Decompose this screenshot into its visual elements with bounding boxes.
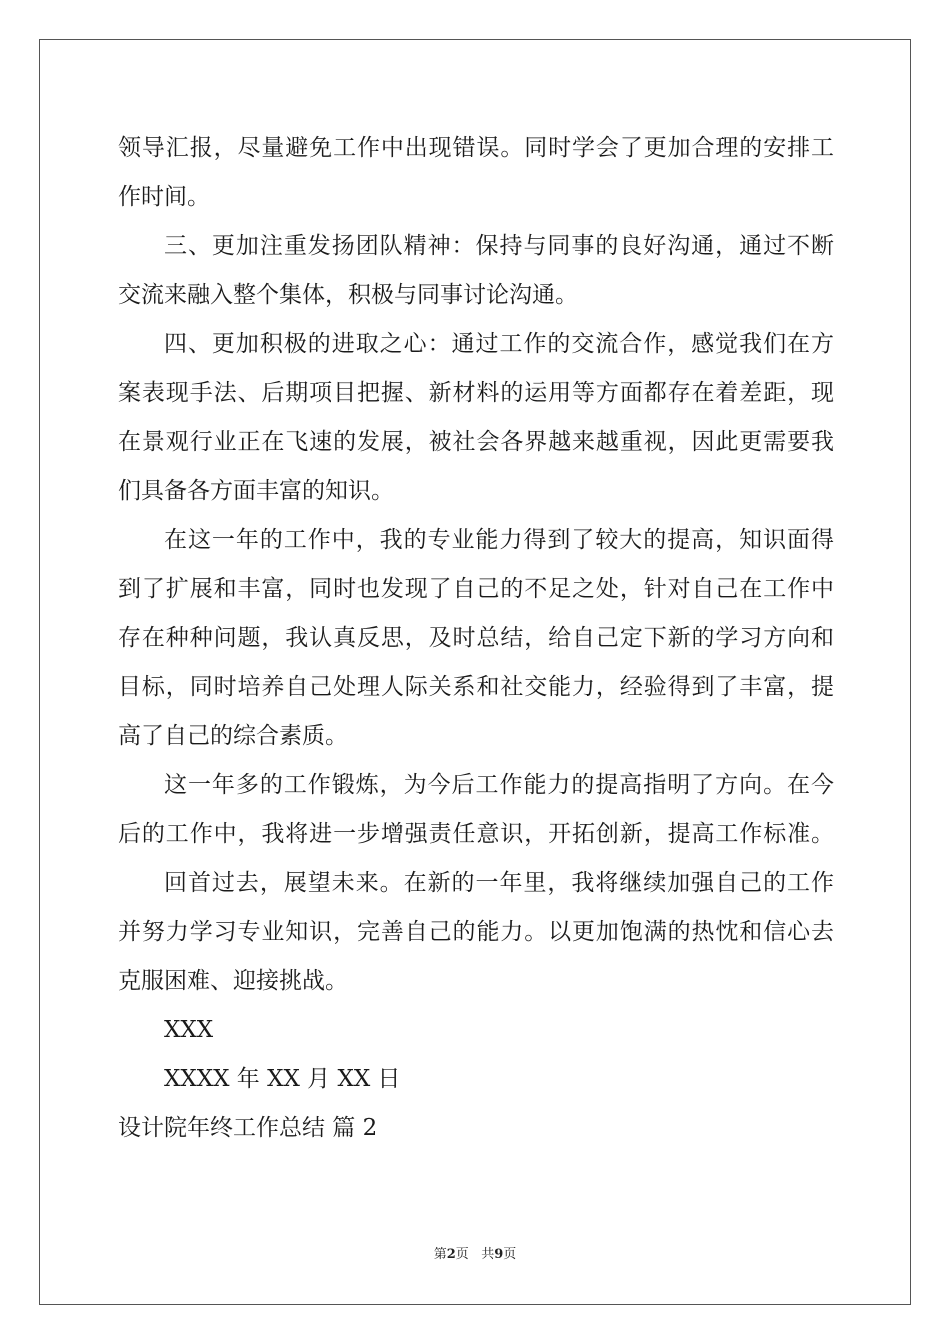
signature-date: XXXX 年 XX 月 XX 日 — [164, 1066, 401, 1092]
text-line: 在景观行业正在飞速的发展，被社会各界越来越重视，因此更需要我 — [118, 429, 834, 455]
page-footer — [0, 1243, 950, 1262]
document-body — [118, 124, 834, 1153]
paragraph-start-line: 这一年多的工作锻炼，为今后工作能力的提高指明了方向。在今 — [164, 772, 834, 798]
text-line: 目标，同时培养自己处理人际关系和社交能力，经验得到了丰富，提 — [118, 674, 834, 700]
paragraph-start-line: 四、更加积极的进取之心：通过工作的交流合作，感觉我们在方 — [164, 331, 834, 357]
footer-page-suffix: 页 — [455, 1247, 469, 1262]
text-line: 到了扩展和丰富，同时也发现了自己的不足之处，针对自己在工作中 — [118, 576, 834, 602]
text-line: 作时间。 — [118, 184, 210, 210]
paragraph-start-line: 在这一年的工作中，我的专业能力得到了较大的提高，知识面得 — [164, 527, 834, 553]
signature-name: XXX — [164, 1017, 214, 1043]
text-line: 案表现手法、后期项目把握、新材料的运用等方面都存在着差距，现 — [118, 380, 834, 406]
footer-total-pages: 9 — [494, 1247, 504, 1262]
text-line: 存在种种问题，我认真反思，及时总结，给自己定下新的学习方向和 — [118, 625, 834, 651]
footer-page-number: 2 — [446, 1247, 456, 1262]
text-line: 并努力学习专业知识，完善自己的能力。以更加饱满的热忱和信心去 — [118, 919, 834, 945]
paragraph-start-line: 回首过去，展望未来。在新的一年里，我将继续加强自己的工作 — [164, 870, 834, 896]
text-line: 交流来融入整个集体，积极与同事讨论沟通。 — [118, 282, 578, 308]
footer-total-suffix: 页 — [503, 1247, 517, 1262]
text-line: 高了自己的综合素质。 — [118, 723, 348, 749]
footer-total-prefix: 共 — [481, 1247, 495, 1262]
text-line: 克服困难、迎接挑战。 — [118, 968, 348, 994]
section-heading: 设计院年终工作总结 篇 2 — [118, 1115, 378, 1141]
paragraph-start-line: 三、更加注重发扬团队精神：保持与同事的良好沟通，通过不断 — [164, 233, 834, 259]
text-line: 们具备各方面丰富的知识。 — [118, 478, 394, 504]
text-line: 领导汇报，尽量避免工作中出现错误。同时学会了更加合理的安排工 — [118, 135, 834, 161]
text-line: 后的工作中，我将进一步增强责任意识，开拓创新，提高工作标准。 — [118, 821, 834, 847]
footer-page-prefix: 第 — [433, 1247, 447, 1262]
